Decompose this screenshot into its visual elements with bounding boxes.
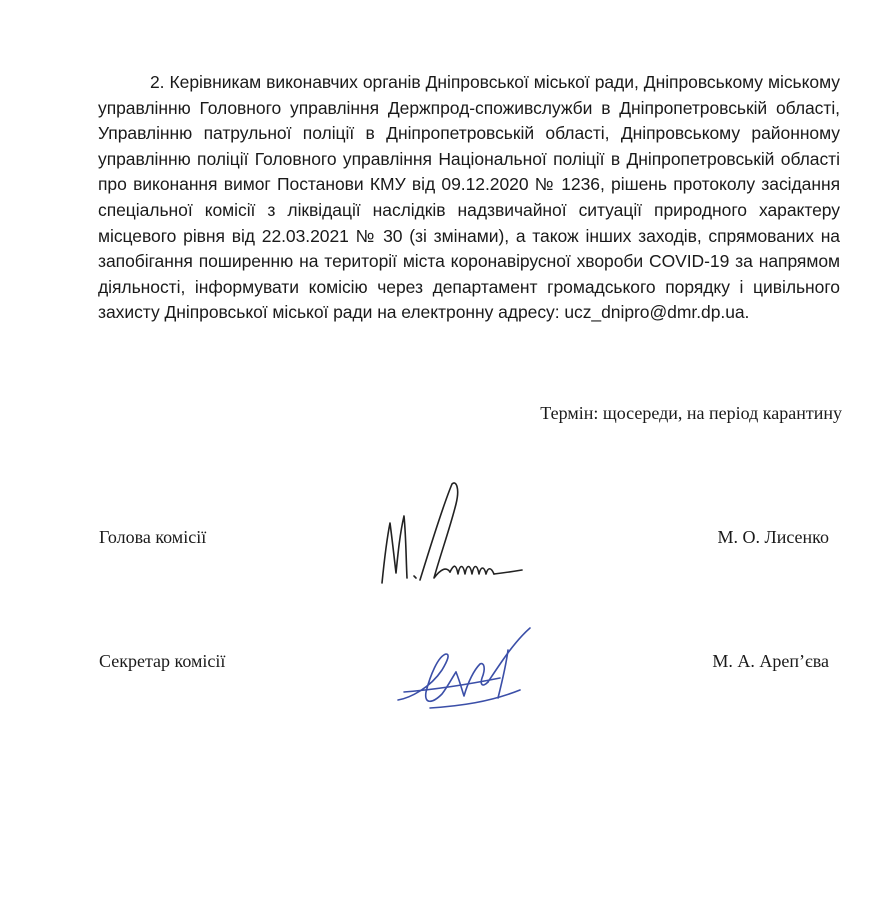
- secretary-label: Секретар комісії: [99, 651, 226, 671]
- paragraph-item-2: 2. Керівникам виконавчих органів Дніпровської міської ради, Дніпровському міському управлінню Головного управління Держпрод-споживслужби в Дніпропетровській області, Управлінню патрульної поліції в Дніпропетровській області, Дніпровському районному управлінню поліції Головного управління Національної поліції в Дніпропетровській області про виконання вимог Постанови КМУ від 09.12.2020 № 1236, рішень протоколу засідання спеціальної комісії з ліквідації наслідків надзвичайної ситуації природного характеру місцевого рівня від 22.03.2021 № 30 (зі змінами), а також інших заходів, спрямованих на запобігання поширенню на території міста коронавірусної хвороби COVID-19 за напрямом діяльності, інформувати комісію через департамент громадського порядку і цивільного захисту Дніпровської міської ради на електронну адресу: ucz_dnipro@dmr.dp.ua.: [98, 72, 840, 323]
- chair-name: М. О. Лисенко: [717, 527, 829, 547]
- secretary-name: М. А. Ареп’єва: [712, 651, 829, 671]
- chair-signature-icon: [370, 478, 540, 598]
- secretary-signature-icon: [390, 620, 550, 720]
- chair-label: Голова комісії: [99, 527, 207, 547]
- deadline-term: Термін: щосереди, на період карантину: [540, 403, 842, 423]
